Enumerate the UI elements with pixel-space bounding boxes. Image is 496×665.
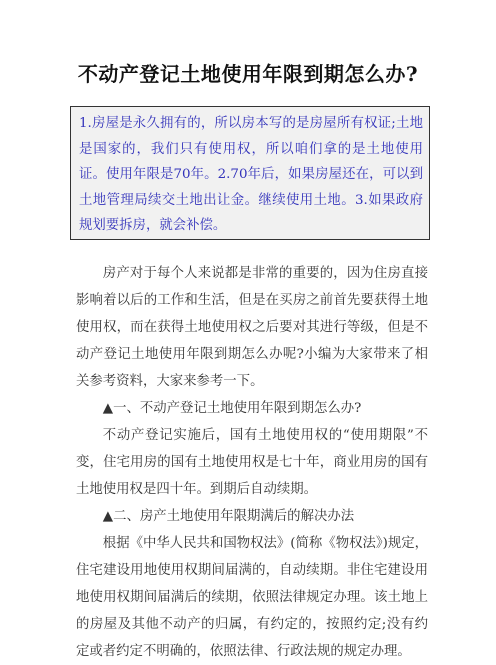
section-heading-2: ▲二、房产土地使用年限期满后的解决办法 [102, 509, 355, 524]
summary-box [70, 106, 430, 240]
article-title: 不动产登记土地使用年限到期怎么办? [77, 62, 419, 86]
intro-paragraph: 房产对于每个人来说都是非常的重要的，因为住房直接影响着以后的工作和生活，但是在买房之前首先要获得土地使用权，而在获得土地使用权之后要对其进行等级，但是不动产登记土地使用年限到期怎么办呢?小编为大家带来了相关参考资料，大家来参考一下。 [76, 266, 428, 389]
section-heading-1: ▲一、不动产登记土地使用年限到期怎么办? [102, 401, 362, 416]
summary-text: 1.房屋是永久拥有的，所以房本写的是房屋所有权证;土地是国家的，我们只有使用权，所以咱们拿的是土地使用证。使用年限是70年。2.70年后，如果房屋还在，可以到土地管理局续交土地出让金。继续使用土地。3.如果政府规划要拆房，就会补偿。 [79, 116, 423, 233]
article-body [76, 260, 428, 665]
section-1-paragraph: 不动产登记实施后，国有土地使用权的“使用期限”不变，住宅用房的国有土地使用权是七十年，商业用房的国有土地使用权是四十年。到期后自动续期。 [76, 428, 428, 497]
section-2-paragraph: 根据《中华人民共和国物权法》(简称《物权法》)规定，住宅建设用地使用权期间届满的，自动续期。非住宅建设用地使用权期间届满后的续期，依照法律规定办理。该土地上的房屋及其他不动产的归属，有约定的，按照约定;没有约定或者约定不明确的，依照法律、行政法规的规定办理。 [76, 536, 428, 659]
